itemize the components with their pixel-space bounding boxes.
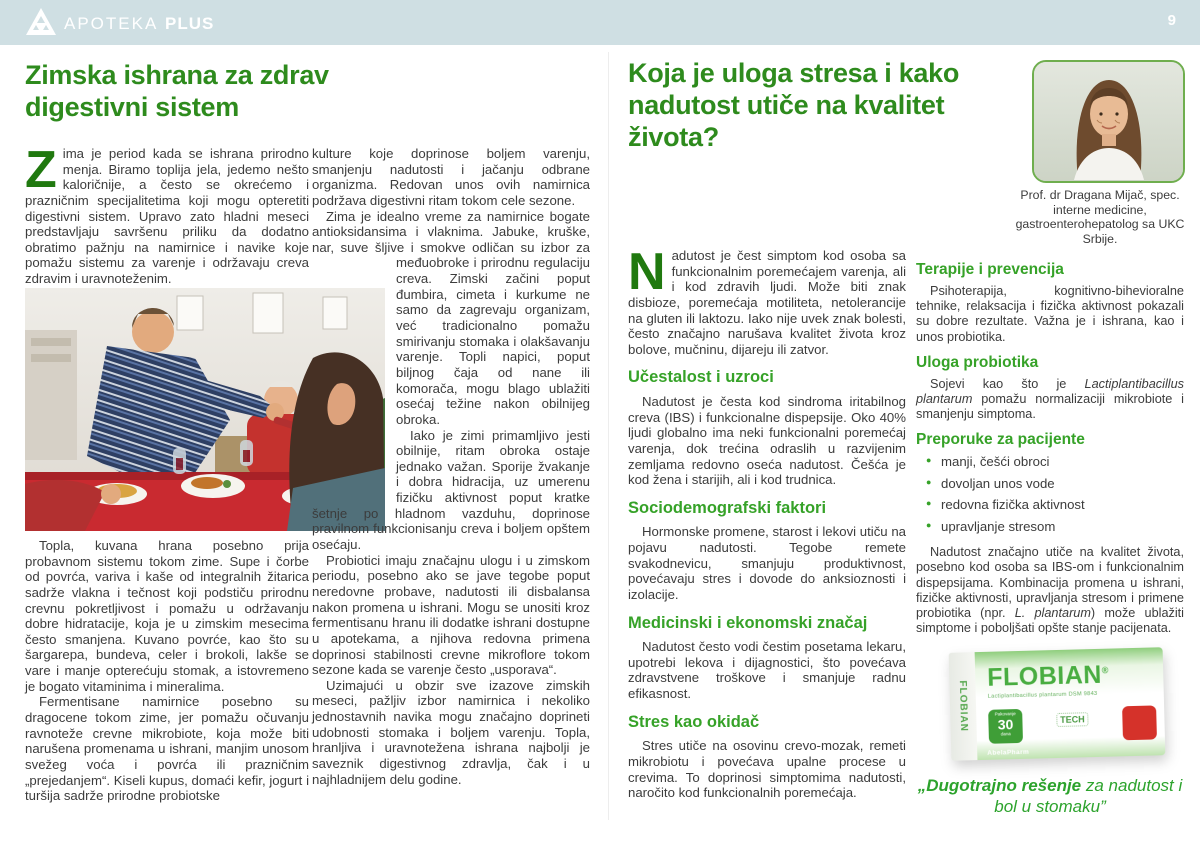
section-heading: Preporuke za pacijente <box>916 431 1085 449</box>
left-article-intro <box>25 141 309 287</box>
photo-wrap-spacer <box>312 255 396 499</box>
paragraph: Uzimajući u obzir sve izazove zimskih meseci, pažljiv izbor namirnica i nekoliko jednostavnih navika mogu značajno doprineti udobnosti stomaka i boljem varenju. Topla, hranljiva i uravnotežena ishrana najbolji je saveznik digestivnog zdravlja, čak i u najhladnijem delu godine. <box>312 677 590 787</box>
list-item: ● redovna fizička aktivnost <box>926 497 1184 514</box>
apoteka-logo-icon <box>26 8 56 40</box>
product-side-name: FLOBIAN <box>956 680 970 733</box>
section-body <box>916 377 1184 422</box>
quote-rest: za nadutost i bol u stomaku” <box>994 776 1183 817</box>
section-heading: Sociodemografski faktori <box>628 498 827 517</box>
flobian-product-image <box>924 648 1186 768</box>
paragraph-text: pomažu normalizaciji mikrobiote i smanjenju simptoma. <box>916 391 1184 421</box>
page-gutter-divider <box>608 52 609 820</box>
section-body: Nadutost često vodi čestim posetama lekaru, upotrebi lekova i dijagnostici, što povećava zdravstvene troškove i smanjuje radnu efikasnost. <box>628 639 906 702</box>
doctor-caption: Prof. dr Dragana Mijač, spec. interne medicine, gastroenterohepatolog sa UKC Srbije. <box>1015 188 1185 246</box>
paragraph-text: creva. Zimski začini poput đumbira, cimeta i kurkume ne samo da zagrevaju organizam, već tradicionalno pomažu smirivanju stomaka i olakšavanju varenje. Topli napici, poput biljnog čaja od nane ili komorača, mogu blago ublažiti osećaj težine nakon obilnijeg obroka. <box>396 271 590 427</box>
pack-size-badge: Pakovanje 30 dana <box>988 709 1023 744</box>
right-article-col1 <box>628 243 906 801</box>
tech-stamp-icon: TECH <box>1052 709 1093 740</box>
list-item: ● upravljanje stresom <box>926 519 1184 536</box>
intro-text: ima je period kada se ishrana prirodno menja. Biramo toplija jela, jedemo nešto kaloričnije, a često se okrećemo i prazničnim specijalitetima koji mogu opteretiti digestivni sistem. Upravo zato hladni meseci predstavljaju savršenu priliku da dodatno obratimo pažnju na namirnice i navike koje pomažu sistemu za varenje i održavaju creva zdravim i uravnoteženim. <box>25 146 309 287</box>
intro-text: adutost je čest simptom kod osoba sa funkcionalnim poremećajem varenja, ali i kod zdravih ljudi. Može biti znak disbioze, poremećaja motiliteta, netolerancije na gluten ili laktozu. Iako nije uvek znak bolesti, često značajno narušava kvalitet života kroz bolove, mučninu, dijareju ili zatvor. <box>628 248 906 357</box>
left-article-title: Zimska ishrana za zdrav digestivni sistem <box>25 60 329 122</box>
list-item: ● dovoljan unos vode <box>926 476 1184 493</box>
section-body: Nadutost je česta kod sindroma iritabilnog creva (IBS) i funkcionalne dispepsije. Oko 40% ljudi globalno ima neki funkcionalni poremećaj varenja, dok trećina odraslih u razvijenim zemljama redovno oseća nadutost. Češća je kod žena i starijih, ali i kod trudnica. <box>628 394 906 488</box>
left-article-col1-continued <box>25 538 309 804</box>
recommendations-list <box>926 454 1184 535</box>
section-heading: Učestalost i uzroci <box>628 368 774 387</box>
section-heading: Terapije i prevencija <box>916 261 1064 278</box>
section-body: Psihoterapija, kognitivno-bihevioralne tehnike, relaksacija i fizička aktivnost pokazali su dobre rezultate. Važna je i ishrana, kao i unos probiotika. <box>916 284 1184 344</box>
section-heading: Medicinski i ekonomski značaj <box>628 613 868 632</box>
closing-paragraph <box>916 545 1184 635</box>
list-item: ● manji, češći obroci <box>926 454 1184 471</box>
right-article-col2 <box>916 252 1184 636</box>
paragraph-text: ) može ublažiti simptome i poboljšati opšte stanje pacijenata. <box>916 605 1185 635</box>
paragraph <box>312 209 590 428</box>
paragraph-text: Zima je idealno vreme za namirnice bogate antioksidansima i vlaknima. Jabuke, kruške, nar, suve šljive i smokve odličan su izbor za međuobroke i prirodnu regulaciju <box>312 208 590 271</box>
header-bar <box>0 0 1200 45</box>
paragraph: kulture koje doprinose boljem varenju, smanjenju nadutosti i jačanju odbrane organizma. Redovan unos ovih namirnica podržava digestivni ritam tokom cele sezone. <box>312 146 590 208</box>
page-number: 9 <box>1167 12 1176 29</box>
section-body: Hormonske promene, starost i lekovi utiču na pojavu nadutosti. Tegobe remete svakodnevicu, smanjuju produktivnost, povećavaju stres i dovode do anksioznosti i izolacije. <box>628 524 906 602</box>
section-body: Stres utiče na osovinu crevo-mozak, remeti mikrobiotu i povećava upalne procese u crevima. To doprinosi simptomima nadutosti, naročito kod funkcionalnih poremećaja. <box>628 738 906 801</box>
section-heading: Uloga probiotika <box>916 353 1039 371</box>
dropcap-z: Z <box>25 141 57 199</box>
species-name: Lactiplantibacillus plantarum <box>916 376 1184 406</box>
red-seal-icon <box>1122 705 1157 740</box>
section-heading: Stres kao okidač <box>628 712 760 731</box>
paragraph-text: Nadutost značajno utiče na kvalitet života, posebno kod osoba sa IBS-om i funkcionalnim dispepsijama. Kombinacija promena u ishrani, fizičke aktivnosti, upravljanja stresom i primene probiotika (npr. <box>916 545 1184 620</box>
dropcap-n: N <box>628 243 666 301</box>
left-article-col2 <box>312 146 590 787</box>
paragraph-text: Sojevi kao što je <box>930 376 1085 391</box>
species-name: L. plantarum <box>1014 605 1091 620</box>
product-box-side <box>949 652 978 761</box>
doctor-portrait-photo <box>1032 60 1185 183</box>
product-quote <box>905 775 1195 818</box>
manufacturer-logo: AbelaPharm <box>987 748 1030 757</box>
product-box-front <box>975 647 1166 760</box>
brand <box>26 8 214 40</box>
paragraph: Probiotici imaju značajnu ulogu i u zimskom periodu, posebno ako se jave tegobe poput neredovne probave, nadutosti ili disbalansa nakon promena u ishrani. Mogu se unositi kroz fermentisanu hranu ili dodatke ishrani dostupne u apotekama, a njihova redovna primena doprinosi stabilnosti crevne mikroflore tokom sezone kada se varenje često „usporava“. <box>312 552 590 678</box>
paragraph: Fermentisane namirnice posebno su dragocene tokom zime, jer pomažu očuvanju ravnoteže crevne mikrobiote, koja može biti narušena promenama u ishrani, manjim unosom svežeg voća i povrća ili prazničnim „prejedanjem“. Kiseli kupus, domaći kefir, jogurt i turšija sadrže prirodne probiotske <box>25 694 309 804</box>
brand-name: APOTEKA PLUS <box>64 14 215 33</box>
right-article-title: Koja je uloga stresa i kako nadutost utiče na kvalitet života? <box>628 58 960 152</box>
product-strain: Lactiplantibacillus plantarum DSM 9843 <box>987 690 1098 700</box>
paragraph: Topla, kuvana hrana posebno prija probavnom sistemu tokom zime. Supe i čorbe od povrća, variva i kaše od integralnih žitarica sadrže vlakna i tečnost koji podstiču prirodnu crevnu pokretljivost i pomažu u održavanju dobre hidratacije, koja je u zimskim mesecima često smanjena. Kuvano povrće, kao što su šargarepa, bundeva, celer i brokoli, lakše se vare i manje opterećuju stomak, a istovremeno je bogato vitaminima i mineralima. <box>25 538 309 694</box>
paragraph: Iako je zimi primamljivo jesti obilnije, ritam obroka ostaje jednako važan. Sporije žvakanje i dobra hidracija, uz umerenu fizičku aktivnost poput kratke šetnje po hladnom vazduhu, doprinose pravilnom funkcionisanju creva i boljem opštem osećaju. <box>312 427 590 553</box>
product-name: FLOBIAN® <box>986 660 1110 692</box>
quote-bold: „Dugotrajno rešenje <box>917 776 1082 795</box>
